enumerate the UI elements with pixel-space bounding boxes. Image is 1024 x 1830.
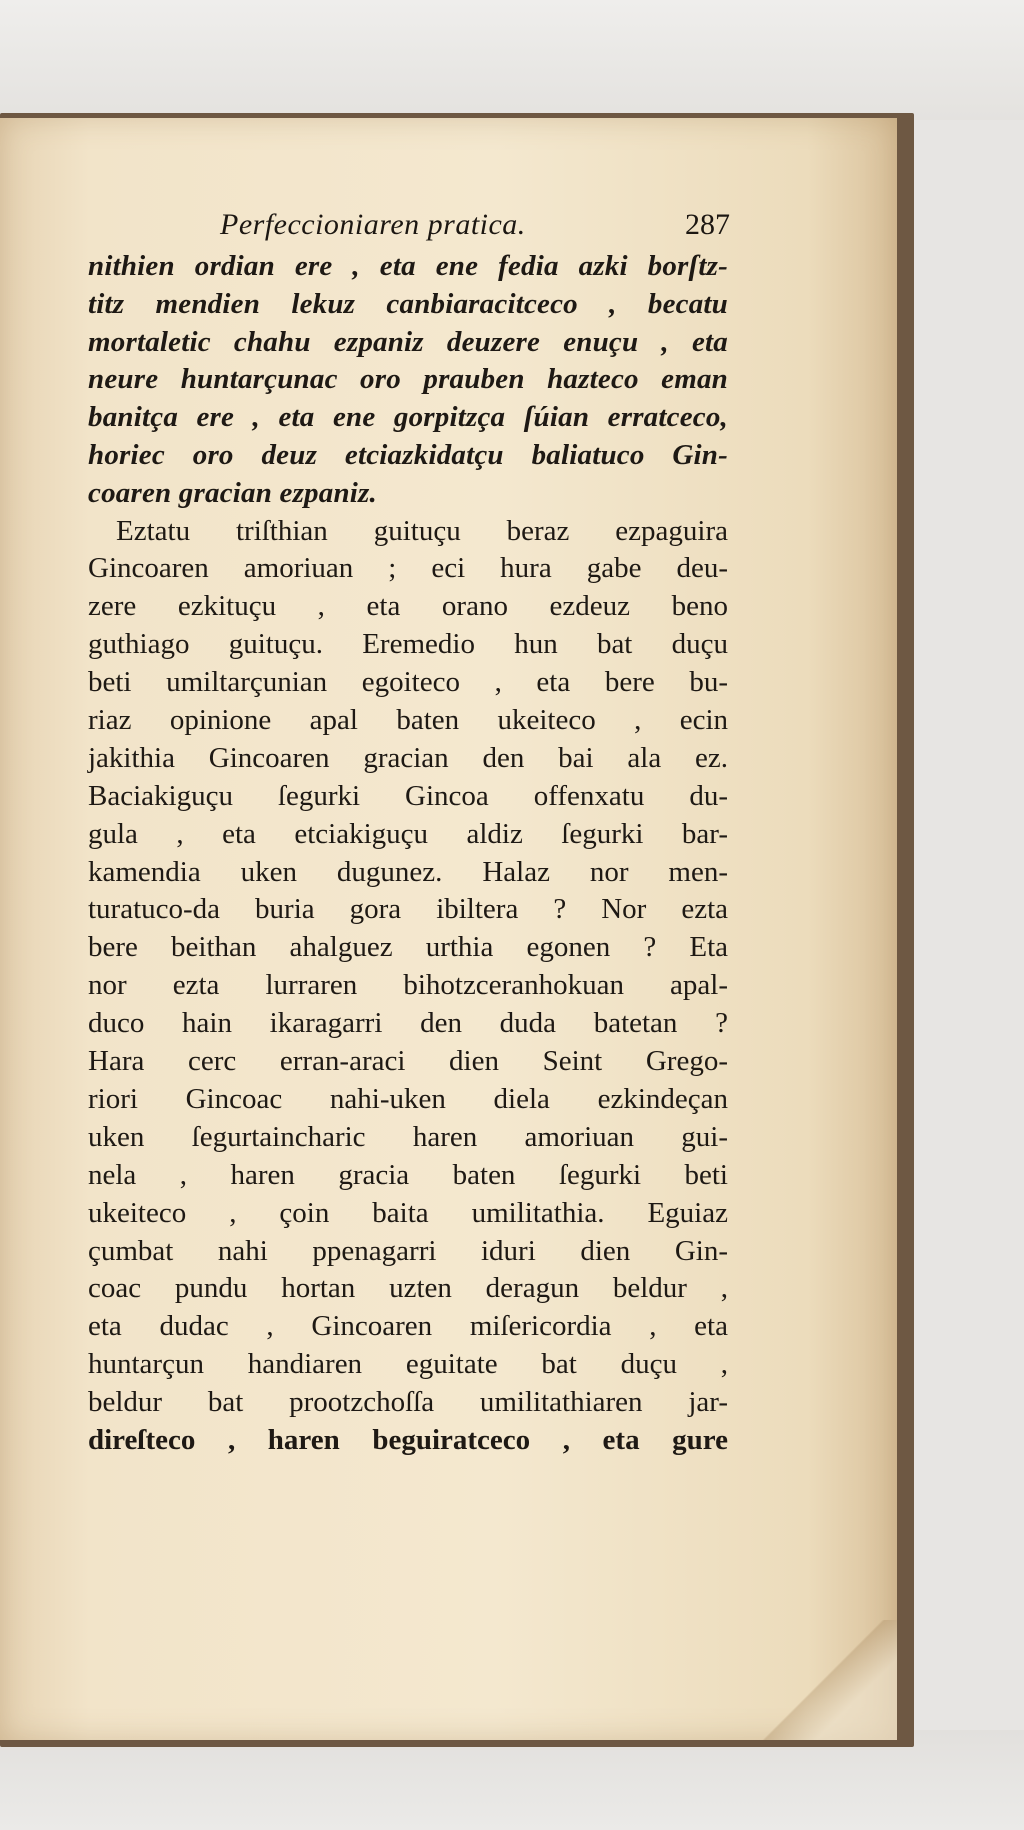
text-line: eta dudac , Gincoaren miſericordia , eta [88,1310,728,1343]
text-line: coac pundu hortan uzten deragun beldur , [88,1272,728,1305]
italic-text-line: titz mendien lekuz canbiaracitceco , becatu [88,287,728,320]
text-line: jakithia Gincoaren gracian den bai ala ez. [88,741,728,774]
text-line: beldur bat prootzchoſſa umilitathiaren jar- [88,1386,728,1419]
text-line: riori Gincoac nahi-uken diela ezkindeçan [88,1082,728,1115]
italic-text-line: nithien ordian ere , eta ene fedia azki borſtz- [88,250,728,282]
text-line: Hara cerc erran-araci dien Seint Grego- [88,1045,728,1078]
text-line: nela , haren gracia baten ſegurki beti [88,1158,728,1191]
text-line: kamendia uken dugunez. Halaz nor men- [88,855,728,888]
text-line: direſteco , haren beguiratceco , eta gure [88,1423,728,1456]
book-page [0,118,897,1740]
text-line: guthiago guituçu. Eremedio hun bat duçu [88,628,728,661]
text-line: bere beithan ahalguez urthia egonen ? Eta [88,931,728,964]
text-line: nor ezta lurraren bihotzceranhokuan apal- [88,969,728,1002]
text-line: duco hain ikaragarri den duda batetan ? [88,1007,728,1040]
running-title: Perfeccioniaren pratica. [220,208,526,241]
text-line: gula , eta etciakiguçu aldiz ſegurki bar- [88,817,728,850]
body-text [88,248,728,1460]
italic-text-line: mortaletic chahu ezpaniz deuzere enuçu , eta [88,325,728,358]
text-line: ukeiteco , çoin baita umilitathia. Eguiaz [88,1196,728,1229]
italic-text-line: horiec oro deuz etciazkidatçu baliatuco Gin- [88,438,728,471]
scan-background-top [0,0,1024,120]
text-line: huntarçun handiaren eguitate bat duçu , [88,1348,728,1381]
text-line: turatuco-da buria gora ibiltera ? Nor ezta [88,893,728,926]
italic-text-line: neure huntarçunac oro prauben hazteco eman [88,363,728,396]
text-line: Eztatu triſthian guituçu beraz ezpaguira [116,514,728,547]
page-number: 287 [685,208,730,241]
text-line: beti umiltarçunian egoiteco , eta bere bu- [88,666,728,699]
text-line: çumbat nahi ppenagarri iduri dien Gin- [88,1234,728,1267]
text-line: Baciakiguçu ſegurki Gincoa offenxatu du- [88,779,728,812]
text-line: Gincoaren amoriuan ; eci hura gabe deu- [88,552,728,585]
text-line: riaz opinione apal baten ukeiteco , ecin [88,704,728,737]
text-line: zere ezkituçu , eta orano ezdeuz beno [88,590,728,623]
text-line: uken ſegurtaincharic haren amoriuan gui- [88,1120,728,1153]
italic-text-line: banitça ere , eta ene gorpitzça ſúian erratceco, [88,401,728,434]
running-head [110,208,730,252]
italic-text-line: coaren gracian ezpaniz. [88,476,377,509]
